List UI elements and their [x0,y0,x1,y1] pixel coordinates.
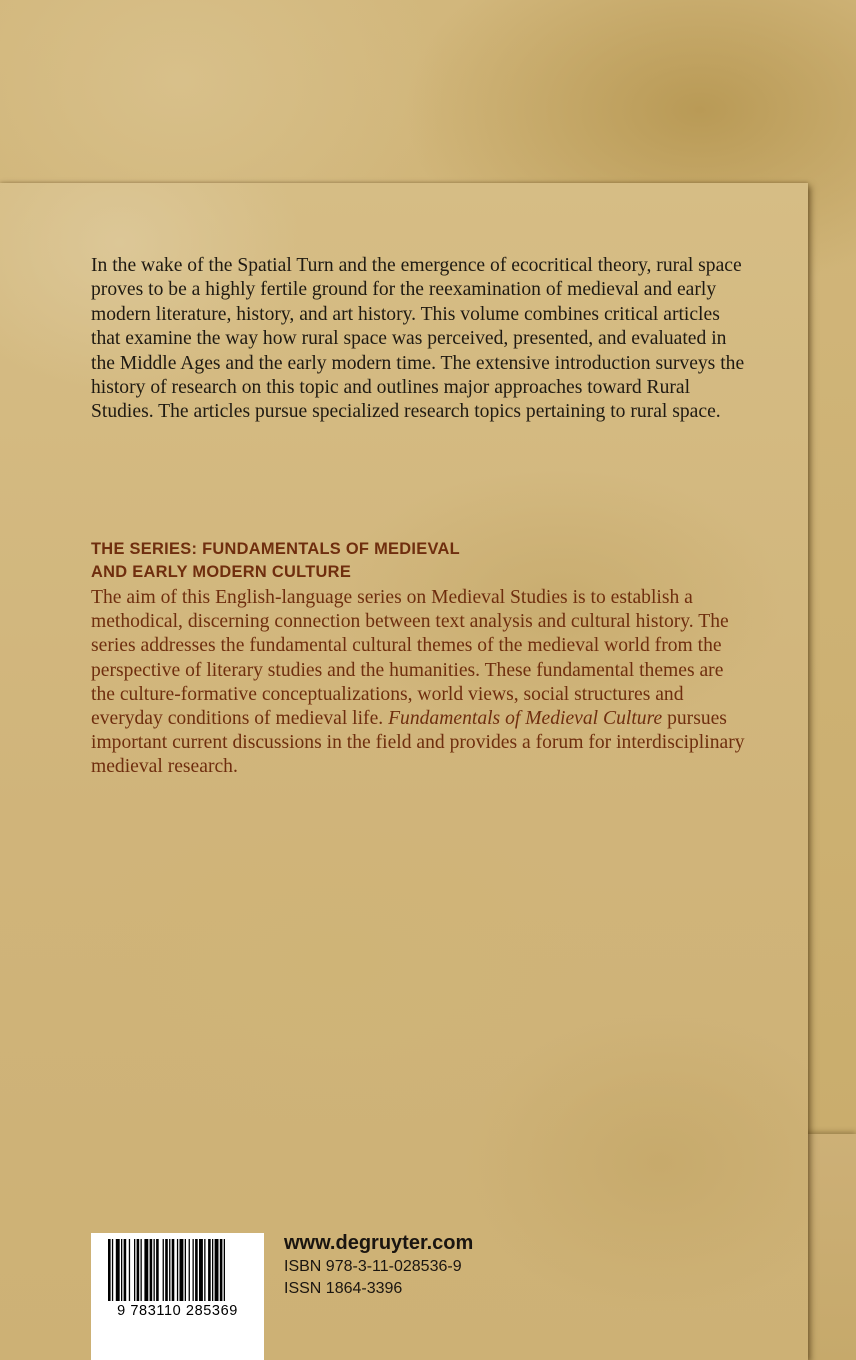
barcode-bar [193,1239,194,1301]
barcode-bar [220,1239,223,1301]
series-heading-line-1: THE SERIES: FUNDAMENTALS OF MEDIEVAL [91,540,460,558]
series-heading [91,538,751,584]
barcode-bars [91,1233,264,1301]
publisher-info [284,1230,473,1300]
barcode-bar [199,1239,203,1301]
barcode-bar [165,1239,168,1301]
barcode-bar [224,1239,225,1301]
barcode-bar [204,1239,205,1301]
barcode-bar [195,1239,198,1301]
series-heading-line-2: AND EARLY MODERN CULTURE [91,563,352,581]
barcode-digits: 9 783110 285369 [117,1303,238,1319]
isbn-barcode [91,1233,264,1360]
barcode-bar [124,1239,127,1301]
barcode-bar [141,1239,142,1301]
barcode-bar [177,1239,178,1301]
series-description-end: pursues important current discussions in the field and provides a forum for interdisciplinary medieval research. [91,708,745,778]
barcode-bar [212,1239,213,1301]
barcode-bar [189,1239,190,1301]
series-description [91,586,751,780]
barcode-bar [137,1239,140,1301]
barcode-bar [156,1239,159,1301]
barcode-bar [129,1239,130,1301]
barcode-bar [154,1239,155,1301]
series-description-text: The aim of this English-language series on Medieval Studies is to establish a methodical, discerning connection between text analysis and cultural history. The series addresses the fundamental cultural themes of the medieval world from the perspective of literary studies and the humanities. These fundamental themes are the culture-formative conceptualizations, world views, social structures and everyday conditions of medieval life. [91,587,729,730]
issn-number: ISSN 1864-3396 [284,1280,403,1297]
barcode-bar [150,1239,153,1301]
barcode-bar [215,1239,219,1301]
book-blurb: In the wake of the Spatial Turn and the emergence of ecocritical theory, rural space proves to be a highly fertile ground for the reexamination of medieval and early modern literature, history, and art history. This volume combines critical articles that examine the way how rural space was perceived, presented, and evaluated in the Middle Ages and the early modern time. The extensive introduction surveys the history of research on this topic and outlines major approaches toward Rural Studies. The articles pursue specialized research topics pertaining to rural space. [91,255,745,423]
isbn-number: ISBN 978-3-11-028536-9 [284,1258,462,1275]
publisher-url[interactable]: www.degruyter.com [284,1232,474,1254]
barcode-bar [180,1239,184,1301]
barcode-bar [169,1239,170,1301]
barcode-bar [116,1239,120,1301]
barcode-bar [108,1239,111,1301]
barcode-bar [144,1239,148,1301]
barcode-bar [134,1239,135,1301]
barcode-bar [121,1239,122,1301]
series-title-italic: Fundamentals of Medieval Culture [388,708,663,730]
barcode-bar [172,1239,175,1301]
barcode-bar [185,1239,186,1301]
barcode-bar [208,1239,211,1301]
barcode-bar [112,1239,113,1301]
barcode-bar [163,1239,164,1301]
